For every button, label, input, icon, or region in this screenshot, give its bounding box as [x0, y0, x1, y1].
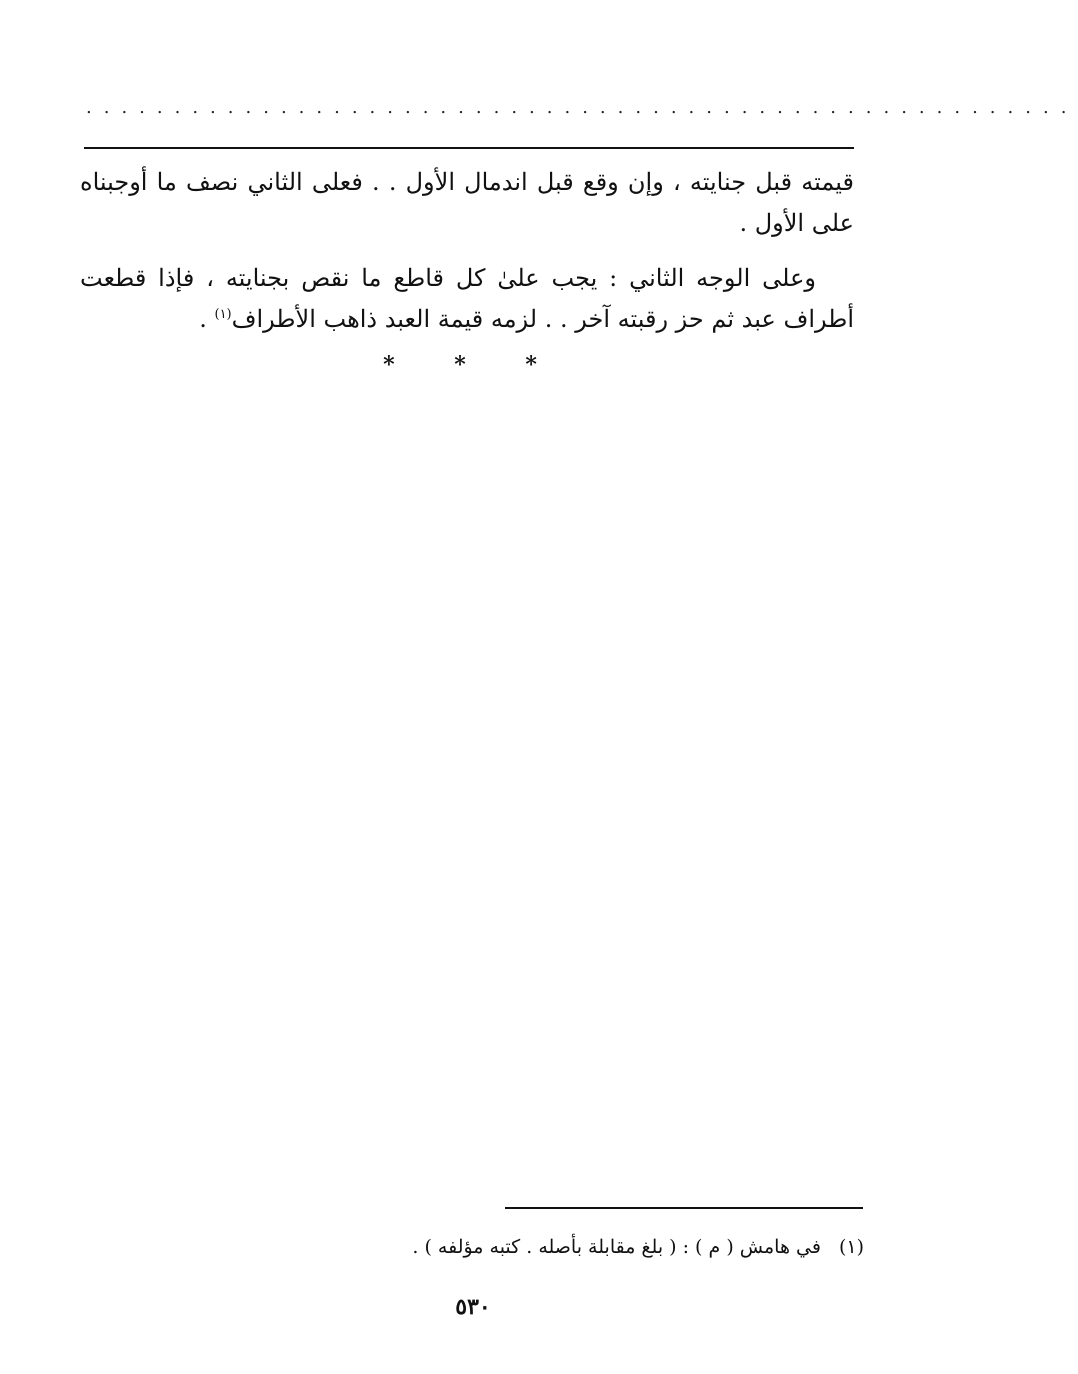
- footnote-reference: (١): [214, 307, 232, 322]
- paragraph-2-text: وعلى الوجه الثاني : يجب علىٰ كل قاطع ما نقص بجنايته ، فإذا قطعت أطراف عبد ثم حز رقبته آخر . . لزمه قيمة العبد ذاهب الأطراف: [80, 264, 854, 333]
- section-separator-stars: * * *: [383, 352, 563, 378]
- paragraph-2-end: .: [199, 305, 215, 333]
- paragraph-2: [80, 258, 854, 340]
- main-text: [80, 162, 854, 354]
- footnote-number: (١): [838, 1236, 864, 1258]
- page-number: ٥٣٠: [455, 1294, 491, 1320]
- footnote: [380, 1232, 864, 1262]
- footnote-rule: [505, 1207, 863, 1209]
- footnote-text: في هامش ( م ) : ( بلغ مقابلة بأصله . كتبه مؤلفه ) .: [412, 1236, 821, 1258]
- dotted-header-line: ........................................................: [86, 97, 1078, 118]
- paragraph-1: قيمته قبل جنايته ، وإن وقع قبل اندمال الأول . . فعلى الثاني نصف ما أوجبناه على الأول .: [80, 168, 854, 237]
- header-rule: [84, 147, 854, 149]
